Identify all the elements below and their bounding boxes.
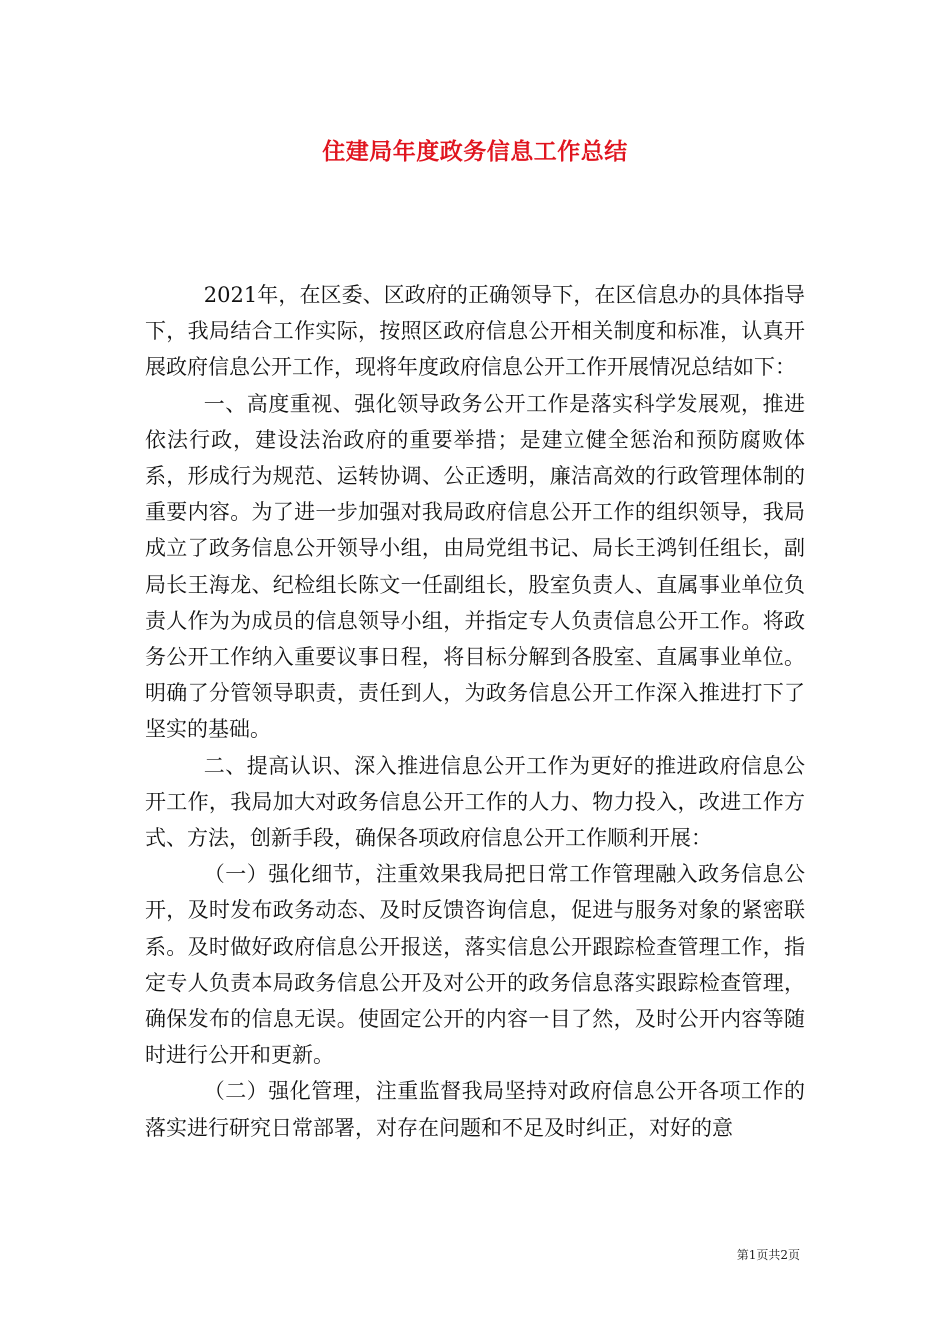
paragraph-subsection-1: （一）强化细节，注重效果我局把日常工作管理融入政务信息公开，及时发布政务动态、及时反馈咨询信息，促进与服务对象的紧密联系。及时做好政府信息公开报送，落实信息公开跟踪检查管理工作，指定专人负责本局政务信息公开及对公开的政务信息落实跟踪检查管理，确保发布的信息无误。使固定公开的内容一目了然，及时公开内容等随时进行公开和更新。 [145, 862, 805, 1068]
paragraph-section-1: 一、高度重视、强化领导政务公开工作是落实科学发展观，推进依法行政，建设法治政府的重要举措；是建立健全惩治和预防腐败体系，形成行为规范、运转协调、公正透明，廉洁高效的行政管理体制的重要内容。为了进一步加强对我局政府信息公开工作的组织领导，我局成立了政务信息公开领导小组，由局党组书记、局长王鸿钊任组长，副局长王海龙、纪检组长陈文一任副组长，股室负责人、直属事业单位负责人作为为成员的信息领导小组，并指定专人负责信息公开工作。将政务公开工作纳入重要议事日程，将目标分解到各股室、直属事业单位。明确了分管领导职责，责任到人，为政务信息公开工作深入推进打下了坚实的基础。 [145, 391, 805, 742]
paragraph-section-2: 二、提高认识、深入推进信息公开工作为更好的推进政府信息公开工作，我局加大对政务信息公开工作的人力、物力投入，改进工作方式、方法，创新手段，确保各项政府信息公开工作顺利开展： [145, 753, 805, 851]
paragraph-subsection-2: （二）强化管理，注重监督我局坚持对政府信息公开各项工作的落实进行研究日常部署，对存在问题和不足及时纠正，对好的意 [145, 1079, 805, 1140]
document-body [145, 277, 805, 1146]
document-title: 住建局年度政务信息工作总结 [322, 139, 628, 165]
page-number: 第1页共2页 [736, 1248, 800, 1262]
paragraph-intro: 2021年，在区委、区政府的正确领导下，在区信息办的具体指导下，我局结合工作实际，按照区政府信息公开相关制度和标准，认真开展政府信息公开工作，现将年度政府信息公开工作开展情况总结如下： [145, 283, 805, 380]
